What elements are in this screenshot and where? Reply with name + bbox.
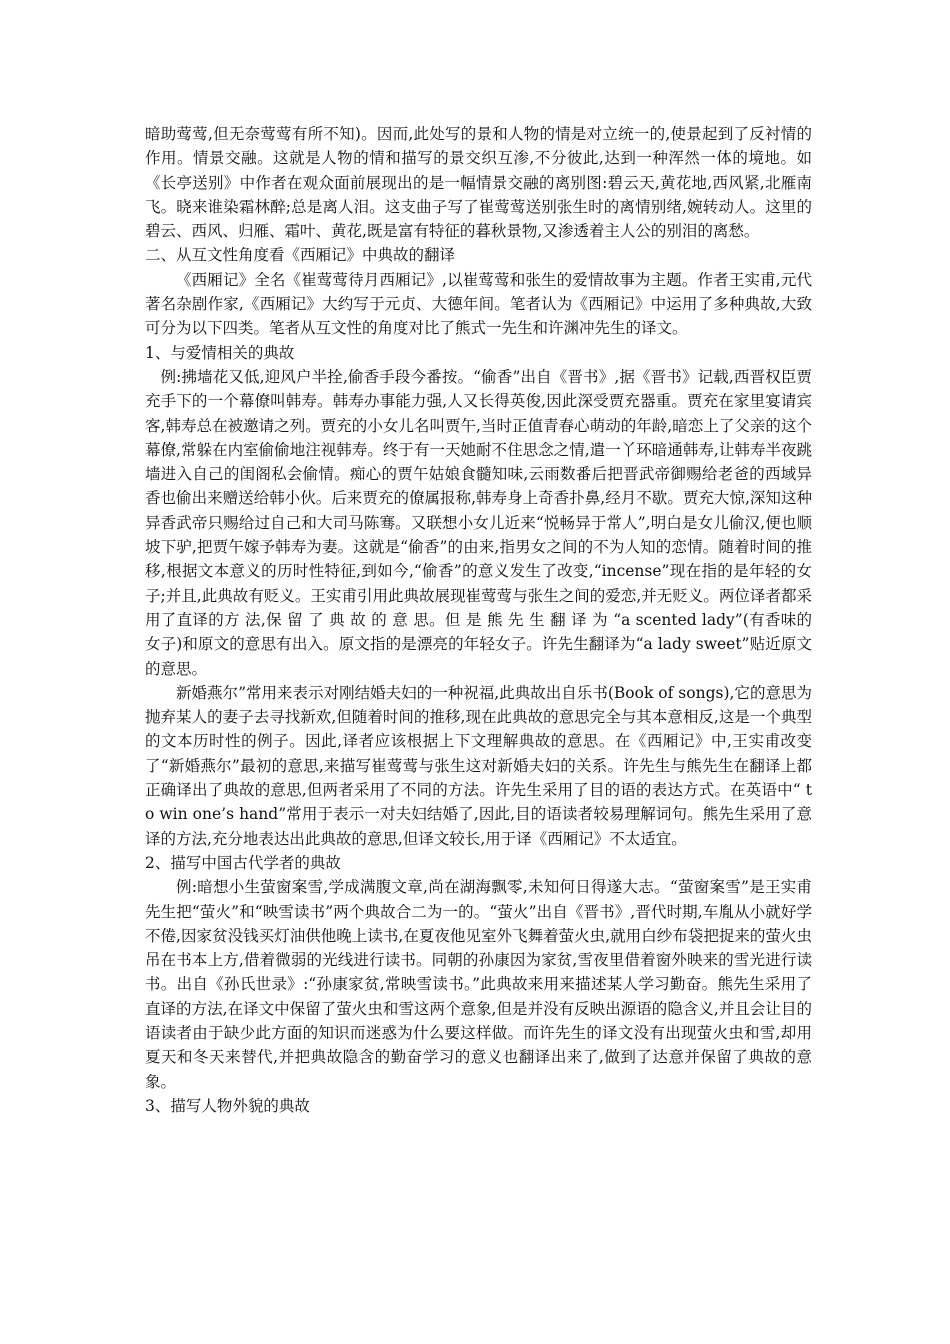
paragraph-touxiang-example: 例:拂墙花又低,迎风户半拴,偷香手段今番按。“偷香”出自《晋书》,据《晋书》记载,西晋权臣贾充手下的一个幕僚叫韩寿。韩寿办事能力强,人又长得英俊,因此深受贾充器重。贾充在家里宴请宾客,韩寿总在被邀请之列。贾充的小女儿名叫贾午,当时正值青春心萌动的年龄,暗恋上了父亲的这个幕僚,常躲在内室偷偷地注视韩寿。终于有一天她耐不住思念之情,遣一丫环暗通韩寿,让韩寿半夜跳墙进入自己的闺阁私会偷情。痴心的贾午姑娘食髓知味,云雨数番后把晋武帝御赐给老爸的西域异香也偷出来赠送给韩小伙。后来贾充的僚属报称,韩寿身上奇香扑鼻,经月不歇。贾充大惊,深知这种异香武帝只赐给过自己和大司马陈骞。又联想小女儿近来“悦畅异于常人”,明白是女儿偷汉,便也顺坡下驴,把贾午嫁予韩寿为妻。这就是“偷香”的由来,指男女之间的不为人知的恋情。随着时间的推移,根据文本意义的历时性特征,到如今,“偷香”的意义发生了改变,“incense”现在指的是年轻的女子;并且,此典故有贬义。王实甫引用此典故展现崔莺莺与张生之间的爱恋,并无贬义。两位译者都采用了直译的方 法,保 留 了 典 故 的 意 思。但 是 熊 先 生 翻 译 为 “a scented lady”(有香味的女子)和原文的意思有出入。原文指的是漂亮的年轻女子。许先生翻译为“a lady sweet”贴近原文的意思。 [145,367,812,678]
document-body [145,122,812,1118]
paragraph-xixiangji-intro: 《西厢记》全名《崔莺莺待月西厢记》,以崔莺莺和张生的爱情故事为主题。作者王实甫,元代著名杂剧作家,《西厢记》大约写于元贞、大德年间。笔者认为《西厢记》中运用了多种典故,大致可分为以下四类。笔者从互文性的角度对比了熊式一先生和许渊冲先生的译文。 [145,270,812,338]
subheading-appearance-allusions: 3、描写人物外貌的典故 [145,1096,310,1115]
subheading-love-allusions: 1、与爱情相关的典故 [145,343,295,362]
subheading-scholar-allusions: 2、描写中国古代学者的典故 [145,853,341,872]
section-heading-intertextuality: 二、从互文性角度看《西厢记》中典故的翻译 [145,246,456,265]
paragraph-scene-emotion: 暗助莺莺,但无奈莺莺有所不知)。因而,此处写的景和人物的情是对立统一的,使景起到了反衬情的作用。情景交融。这就是人物的情和描写的景交织互渗,不分彼此,达到一种浑然一体的境地。如《长亭送别》中作者在观众面前展现出的是一幅情景交融的离别图:碧云天,黄花地,西风紧,北雁南飞。晓来谁染霜林醉;总是离人泪。这支曲子写了崔莺莺送别张生时的离情别绪,婉转动人。这里的碧云、西风、归雁、霜叶、黄花,既是富有特征的暮秋景物,又渗透着主人公的别泪的离愁。 [145,125,812,241]
paragraph-yingchuang-anxue: 例:暗想小生萤窗案雪,学成满腹文章,尚在湖海飘零,未知何日得遂大志。“萤窗案雪”是王实甫先生把“萤火”和“映雪读书”两个典故合二为一的。“萤火”出自《晋书》,晋代时期,车胤从小就好学不倦,因家贫没钱买灯油供他晚上读书,在夏夜他见室外飞舞着萤火虫,就用白纱布袋把捉来的萤火虫吊在书本上方,借着微弱的光线进行读书。同朝的孙康因为家贫,雪夜里借着窗外映来的雪光进行读书。出自《孙氏世录》:“孙康家贫,常映雪读书。”此典故来用来描述某人学习勤奋。熊先生采用了直译的方法,在译文中保留了萤火虫和雪这两个意象,但是并没有反映出源语的隐含义,并且会让目的语读者由于缺少此方面的知识而迷惑为什么要这样做。而许先生的译文没有出现萤火虫和雪,却用夏天和冬天来替代,并把典故隐含的勤奋学习的意义也翻译出来了,做到了达意并保留了典故的意象。 [145,878,812,1091]
paragraph-xinhun-yaner: 新婚燕尔”常用来表示对刚结婚夫妇的一种祝福,此典故出自乐书(Book of songs),它的意思为抛弃某人的妻子去寻找新欢,但随着时间的推移,现在此典故的意思完全与其本意相反,这是一个典型的文本历时性的例子。因此,译者应该根据上下文理解典故的意思。在《西厢记》中,王实甫改变了“新婚燕尔”最初的意思,来描写崔莺莺与张生这对新婚夫妇的关系。许先生与熊先生在翻译上都正确译出了典故的意思,但两者采用了不同的方法。许先生采用了目的语的表达方式。在英语中“ to win one’s hand”常用于表示一对夫妇结婚了,因此,目的语读者较易理解词句。熊先生采用了意译的方法,充分地表达出此典故的意思,但译文较长,用于译《西厢记》不太适宜。 [145,683,812,848]
